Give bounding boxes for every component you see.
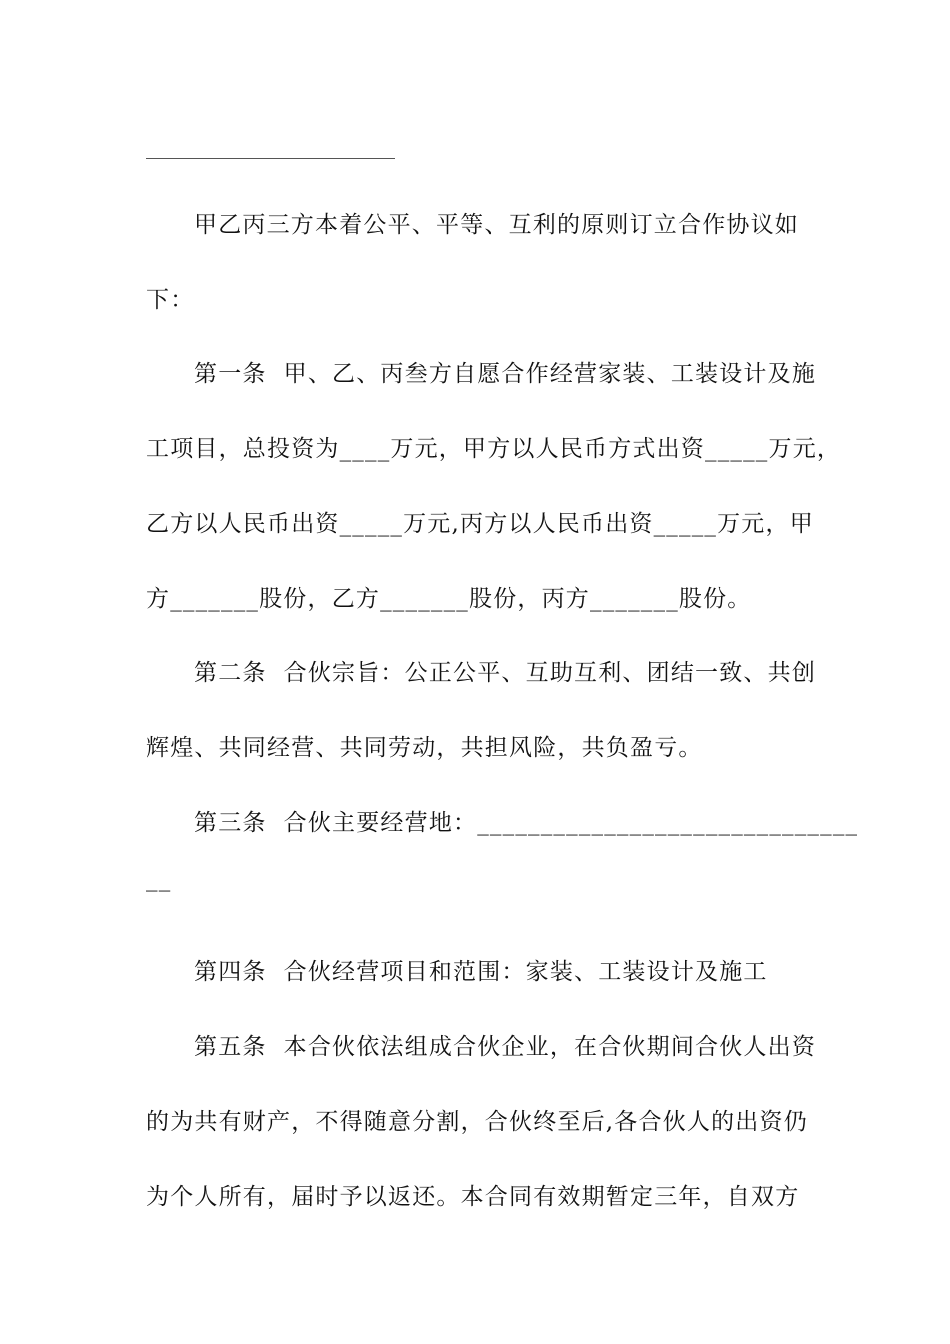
top-blank-rule	[146, 158, 395, 159]
article-5-line-2: 的为共有财产，不得随意分割，合伙终至后,各合伙人的出资仍	[146, 1109, 808, 1135]
article-1-line-3: 乙方以人民币出资_____万元,丙方以人民币出资_____万元，甲	[146, 511, 814, 537]
article-5-line-1: 第五条 本合伙依法组成合伙企业，在合伙期间合伙人出资	[194, 1034, 817, 1060]
article-3-line-1: 第三条 合伙主要经营地：______________________________	[194, 810, 859, 836]
article-1-line-4: 方_______股份，乙方_______股份，丙方_______股份。	[146, 586, 752, 612]
article-2-line-1: 第二条 合伙宗旨：公正公平、互助互利、团结一致、共创	[194, 660, 817, 686]
intro-line-2: 下：	[146, 287, 195, 313]
article-5-line-3: 为个人所有，届时予以返还。本合同有效期暂定三年，自双方	[146, 1184, 800, 1210]
intro-line-1: 甲乙丙三方本着公平、平等、互利的原则订立合作协议如	[194, 212, 799, 238]
article-2-line-2: 辉煌、共同经营、共同劳动，共担风险，共负盈亏。	[146, 735, 703, 761]
article-1-line-2: 工项目，总投资为____万元，甲方以人民币方式出资_____万元，	[146, 436, 842, 462]
article-1-line-1: 第一条 甲、乙、丙叁方自愿合作经营家装、工装设计及施	[194, 361, 817, 387]
article-4-line: 第四条 合伙经营项目和范围：家装、工装设计及施工	[194, 959, 768, 985]
article-3-line-2: __	[146, 866, 172, 892]
